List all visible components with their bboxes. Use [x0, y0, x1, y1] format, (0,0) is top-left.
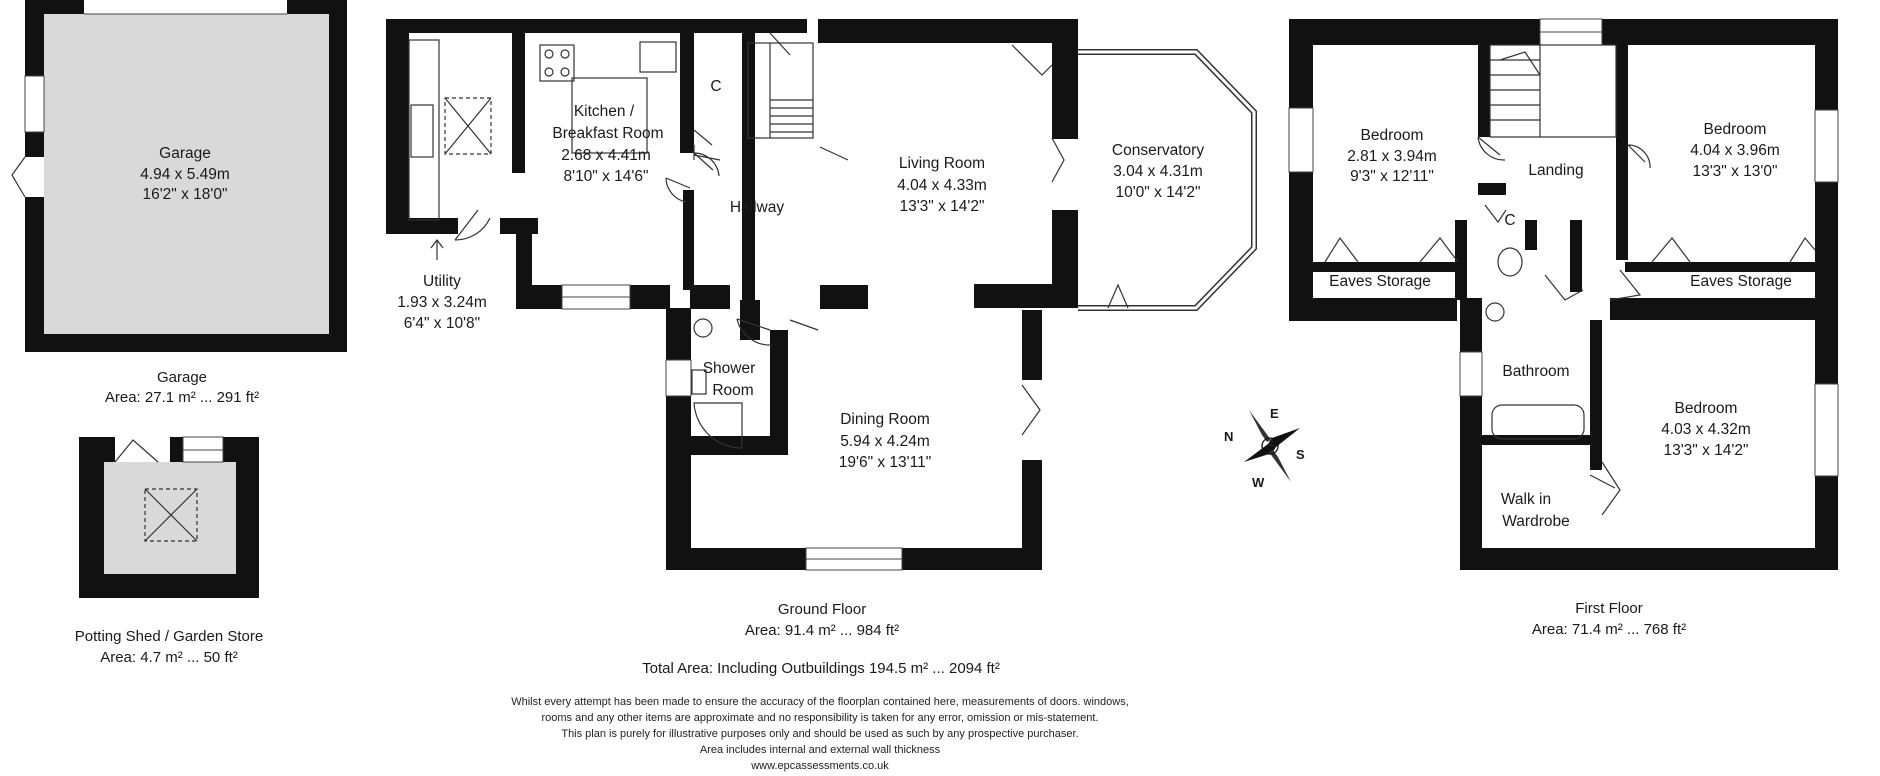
disclaimer-line-4: Area includes internal and external wall thickness	[699, 744, 941, 756]
living-imperial: 13'3" x 14'2"	[899, 198, 985, 215]
disclaimer-line-2: rooms and any other items are approximate and no responsibility is taken for any error, omission or mis-statement.	[541, 712, 1099, 724]
bedroom3-metric: 4.03 x 4.32m	[1661, 421, 1751, 438]
shed-caption: Potting Shed / Garden Store	[74, 628, 264, 645]
wc	[1498, 248, 1522, 276]
compass-w: W	[1252, 475, 1265, 490]
disclaimer-line-1: Whilst every attempt has been made to ensure the accuracy of the floorplan contained here, measurements of doors. windows,	[511, 696, 1129, 708]
first-stairs	[1490, 45, 1616, 137]
conservatory-imperial: 10'0" x 14'2"	[1115, 184, 1201, 201]
shed-area: Area: 4.7 m² ... 50 ft²	[100, 649, 238, 666]
first-floor-plan	[1289, 19, 1838, 570]
kitchen-name-2: Breakfast Room	[552, 125, 664, 142]
dining-name: Dining Room	[840, 411, 930, 428]
garage-imperial: 16'2" x 18'0"	[142, 186, 228, 203]
shower-window	[666, 360, 691, 396]
first-floor-caption: First Floor	[1575, 600, 1643, 617]
shower-name-2: Room	[712, 382, 754, 399]
utility-imperial: 6'4" x 10'8"	[403, 315, 481, 332]
wardrobe-name-1: Walk in	[1500, 491, 1552, 508]
garage-window	[25, 76, 44, 132]
ground-floor-plan	[386, 19, 1254, 570]
kitchen-imperial: 8'10" x 14'6"	[563, 168, 649, 185]
utility-name: Utility	[423, 273, 461, 290]
ground-stairs	[748, 43, 813, 138]
eaves-right-name: Eaves Storage	[1690, 273, 1792, 290]
bedroom1-window	[1289, 108, 1313, 172]
conservatory-metric: 3.04 x 4.31m	[1113, 163, 1203, 180]
bedroom2-window	[1815, 110, 1838, 182]
ground-cupboard: C	[710, 78, 722, 95]
dining-imperial: 19'6" x 13'11"	[838, 454, 932, 471]
compass-n: N	[1224, 429, 1234, 444]
hallway-name: Hallway	[729, 199, 785, 216]
kitchen-sink	[640, 42, 676, 72]
utility-metric: 1.93 x 3.24m	[397, 294, 487, 311]
bedroom2-name: Bedroom	[1703, 121, 1767, 138]
eaves-left-name: Eaves Storage	[1329, 273, 1431, 290]
bath	[1492, 405, 1584, 439]
bedroom3-window	[1815, 384, 1838, 476]
bedroom1-name: Bedroom	[1360, 127, 1424, 144]
shower-basin	[694, 319, 712, 337]
hob	[540, 45, 574, 81]
first-floor-area: Area: 71.4 m² ... 768 ft²	[1531, 621, 1687, 638]
website-url: www.epcassessments.co.uk	[751, 760, 889, 772]
ground-floor-caption: Ground Floor	[777, 601, 867, 618]
compass-s: S	[1296, 447, 1305, 462]
wardrobe-name-2: Wardrobe	[1502, 513, 1570, 530]
kitchen-name-1: Kitchen /	[573, 103, 635, 120]
bathroom-window	[1460, 352, 1482, 396]
ground-floor-area: Area: 91.4 m² ... 984 ft²	[744, 622, 900, 639]
utility-sink	[411, 105, 433, 157]
conservatory-name: Conservatory	[1111, 142, 1205, 159]
bedroom3-name: Bedroom	[1674, 400, 1738, 417]
living-name: Living Room	[898, 155, 986, 172]
garage-metric: 4.94 x 5.49m	[140, 166, 230, 183]
disclaimer-line-3: This plan is purely for illustrative purposes only and should be used as such by any prospective purchaser.	[561, 728, 1079, 740]
compass-rose	[1224, 406, 1305, 490]
shower-name-1: Shower	[702, 360, 756, 377]
bedroom2-imperial: 13'3" x 13'0"	[1692, 163, 1778, 180]
bedroom2-metric: 4.04 x 3.96m	[1690, 142, 1780, 159]
garage-caption: Garage	[156, 369, 208, 386]
conservatory-glazing	[1078, 52, 1254, 308]
bedroom1-imperial: 9'3" x 12'11"	[1350, 168, 1434, 185]
bedroom1-metric: 2.81 x 3.94m	[1347, 148, 1437, 165]
garage-side-door	[12, 157, 25, 197]
dining-metric: 5.94 x 4.24m	[840, 433, 930, 450]
shed-plan	[79, 437, 259, 598]
bathroom-basin	[1486, 303, 1504, 321]
garage-area: Area: 27.1 m² ... 291 ft²	[104, 389, 260, 406]
compass-e: E	[1270, 406, 1279, 421]
garage-room-name: Garage	[159, 145, 211, 162]
living-metric: 4.04 x 4.33m	[897, 177, 987, 194]
kitchen-metric: 2.68 x 4.41m	[561, 147, 651, 164]
first-cupboard: C	[1504, 212, 1516, 229]
bedroom3-imperial: 13'3" x 14'2"	[1663, 442, 1749, 459]
landing-name: Landing	[1528, 162, 1584, 179]
bathroom-name: Bathroom	[1502, 363, 1570, 380]
total-area: Total Area: Including Outbuildings 194.5 m² ... 2094 ft²	[642, 660, 1000, 677]
